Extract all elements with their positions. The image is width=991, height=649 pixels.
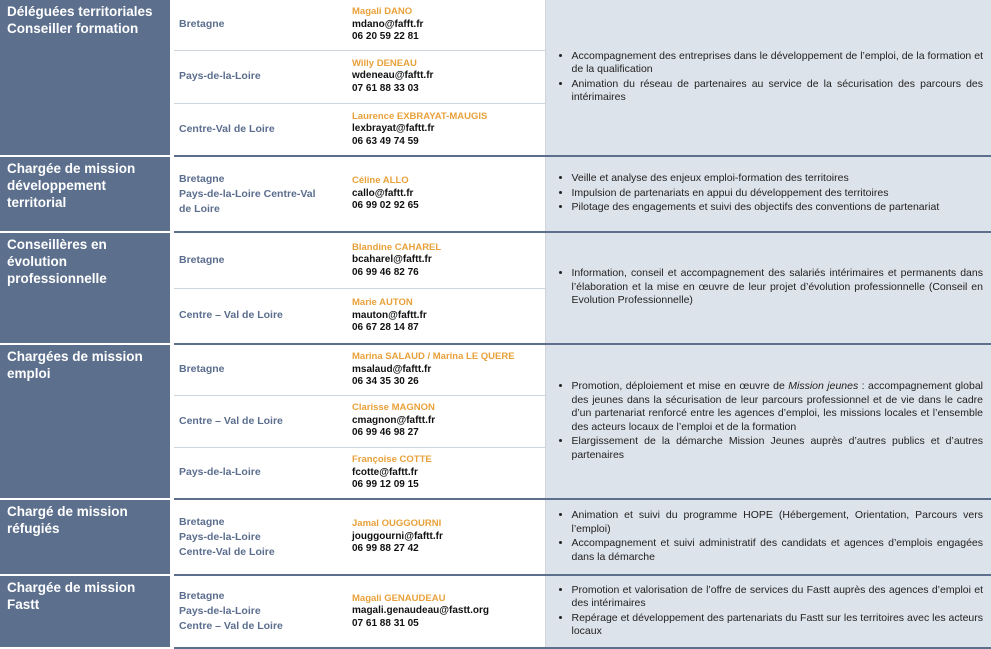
mission-item: • Accompagnement des entreprises dans le développement de l’emploi, de la formation et de la qualification [572, 50, 984, 77]
table-row [0, 0, 991, 50]
role-title [0, 344, 170, 499]
contact-email[interactable]: cmagnon@faftt.fr [352, 414, 436, 426]
contact-phone: 06 20 59 22 81 [352, 31, 419, 42]
contact-cell [346, 50, 545, 103]
mission-item: • Impulsion de partenariats en appui du développement des territoires [572, 187, 984, 201]
contact-email[interactable]: wdeneau@faftt.fr [352, 70, 434, 82]
contact-cell [346, 156, 545, 232]
mission-item: • Animation et suivi du programme HOPE (Hébergement, Orientation, Parcours vers l’emploi) [572, 509, 984, 536]
contact-phone: 07 61 88 31 05 [352, 617, 419, 629]
region-name: Bretagne [179, 363, 225, 376]
contact-name: Magali DANO [352, 6, 413, 17]
mission-item: • Promotion, déploiement et mise en œuvre de Mission jeunes : accompagnement global des jeunes dans la sécurisation de leur parcours professionnel et de vie dans le cadre d’un partenariat renforcé entre les agences d’emploi, les missions locales et l’ensemble des acteurs locaux de l’emploi et de la formation [572, 380, 984, 434]
contact-email[interactable]: bcaharel@faftt.fr [352, 254, 432, 265]
mission-description [545, 0, 991, 156]
contact-phone: 07 61 88 33 03 [352, 82, 419, 94]
region-name: Centre – Val de Loire [179, 414, 283, 427]
contact-phone: 06 99 02 92 65 [352, 200, 419, 212]
role-title-line: professionnelle [7, 271, 107, 286]
contact-cell [346, 232, 545, 288]
role-title-line: développement [7, 178, 107, 193]
contact-cell [346, 103, 545, 156]
contact-email[interactable]: magali.genaudeau@fastt.org [352, 605, 489, 617]
region-name: Pays-de-la-Loire [179, 605, 261, 617]
role-title [0, 575, 170, 648]
mission-list [554, 380, 984, 462]
contact-name: Françoise COTTE [352, 454, 432, 465]
role-title-line: Conseiller formation [7, 21, 139, 36]
table-row [0, 344, 991, 395]
role-title-line: emploi [7, 366, 51, 381]
contact-email[interactable]: callo@faftt.fr [352, 187, 414, 199]
contact-phone: 06 63 49 74 59 [352, 135, 419, 147]
region-name: Centre – Val de Loire [179, 620, 283, 632]
role-title [0, 499, 170, 575]
region-cell [174, 395, 346, 447]
table-row [0, 575, 991, 648]
role-title-line: Déléguées territoriales [7, 4, 153, 19]
mission-item: • Accompagnement et suivi administratif des candidats et agences d’emplois engagées dans la démarche [572, 537, 984, 564]
mission-list [554, 509, 984, 564]
region-cell [174, 575, 346, 648]
mission-item: • Repérage et développement des partenariats du Fastt sur les territoires avec les acteurs locaux [572, 612, 984, 639]
mission-item: • Pilotage des engagements et suivi des objectifs des conventions de partenariat [572, 201, 984, 215]
contact-cell [346, 575, 545, 648]
region-name: Centre-Val de Loire [179, 545, 275, 558]
role-title [0, 0, 170, 156]
region-cell [174, 344, 346, 395]
mission-item: • Animation du réseau de partenaires au service de la sécurisation des parcours des intérimaires [572, 78, 984, 105]
contact-cell [346, 447, 545, 499]
region-name: Centre – Val de Loire [179, 309, 283, 322]
region-name: Pays-de-la-Loire [179, 70, 261, 82]
contact-name: Laurence EXBRAYAT-MAUGIS [352, 110, 488, 122]
contact-cell [346, 499, 545, 575]
table-row [0, 156, 991, 232]
mission-description [545, 156, 991, 232]
region-name: Bretagne [179, 515, 225, 528]
role-title-line: évolution [7, 254, 67, 269]
region-name: Bretagne [179, 253, 225, 266]
mission-description [545, 344, 991, 499]
role-title-line: Chargée de mission [7, 580, 136, 595]
region-name: Bretagne [179, 172, 225, 185]
role-title-line: territorial [7, 195, 67, 210]
contact-name: Willy DENEAU [352, 57, 417, 69]
contact-phone: 06 99 12 09 15 [352, 479, 419, 490]
mission-list [554, 584, 984, 639]
contact-email[interactable]: mdano@fafft.fr [352, 18, 424, 30]
region-cell [174, 156, 346, 232]
contact-name: Marina SALAUD / Marina LE QUERE [352, 351, 515, 362]
region-cell [174, 447, 346, 499]
mission-item: • Elargissement de la démarche Mission Jeunes auprès d’autres publics et d’autres partenaires [572, 435, 984, 462]
contact-phone: 06 34 35 30 26 [352, 376, 419, 387]
contact-name: Clarisse MAGNON [352, 402, 435, 414]
contact-email[interactable]: mauton@faftt.fr [352, 309, 427, 321]
role-title-line: réfugiés [7, 521, 60, 536]
contact-phone: 06 99 88 27 42 [352, 543, 419, 555]
mission-description [545, 499, 991, 575]
role-title-line: Fastt [7, 597, 40, 612]
contact-name: Jamal OUGGOURNI [352, 518, 442, 530]
contact-name: Céline ALLO [352, 175, 409, 187]
region-name: Centre-Val de Loire [179, 122, 275, 135]
region-cell [174, 0, 346, 50]
region-name: de Loire [179, 202, 220, 215]
role-title [0, 156, 170, 232]
contact-phone: 06 99 46 98 27 [352, 427, 419, 439]
region-name: Bretagne [179, 590, 225, 602]
contact-email[interactable]: msalaud@faftt.fr [352, 363, 432, 375]
mission-item: • Veille et analyse des enjeux emploi-formation des territoires [572, 172, 984, 186]
region-cell [174, 50, 346, 103]
role-title-line: Conseillères en [7, 237, 107, 252]
region-name: Bretagne [179, 18, 225, 31]
region-cell [174, 499, 346, 575]
contact-cell [346, 344, 545, 395]
role-title [0, 232, 170, 344]
mission-item: • Promotion et valorisation de l’offre de services du Fastt auprès des agences d’emploi et des intérimaires [572, 584, 984, 611]
region-name: Pays-de-la-Loire [179, 530, 261, 543]
contact-name: Marie AUTON [352, 297, 413, 308]
table-row [0, 499, 991, 575]
contact-cell [346, 288, 545, 344]
mission-list [554, 50, 984, 105]
contact-cell [346, 395, 545, 447]
role-title-line: Chargées de mission [7, 349, 143, 364]
role-title-line: Chargée de mission [7, 161, 136, 176]
contact-cell [346, 0, 545, 50]
region-cell [174, 232, 346, 288]
contact-name: Blandine CAHAREL [352, 241, 442, 253]
contact-email[interactable]: fcotte@faftt.fr [352, 466, 418, 478]
contact-phone: 06 67 28 14 87 [352, 322, 419, 333]
region-name: Pays-de-la-Loire [179, 466, 261, 479]
role-title-line: Chargé de mission [7, 504, 128, 519]
mission-list [554, 172, 984, 215]
contact-email[interactable]: lexbrayat@faftt.fr [352, 123, 435, 134]
mission-description [545, 575, 991, 648]
mission-list [554, 267, 984, 308]
region-cell [174, 103, 346, 156]
region-name: Pays-de-la-Loire Centre-Val [179, 187, 316, 200]
contact-name: Magali GENAUDEAU [352, 592, 446, 604]
region-cell [174, 288, 346, 344]
mission-item: • Information, conseil et accompagnement des salariés intérimaires et permanents dans l’élaboration et la mise en œuvre de leur projet d’évolution professionnelle (Conseil en Evolution Professionnelle) [572, 267, 984, 308]
table-row [0, 232, 991, 288]
mission-description [545, 232, 991, 344]
contact-email[interactable]: jouggourni@faftt.fr [352, 530, 443, 542]
contact-phone: 06 99 46 82 76 [352, 266, 419, 278]
